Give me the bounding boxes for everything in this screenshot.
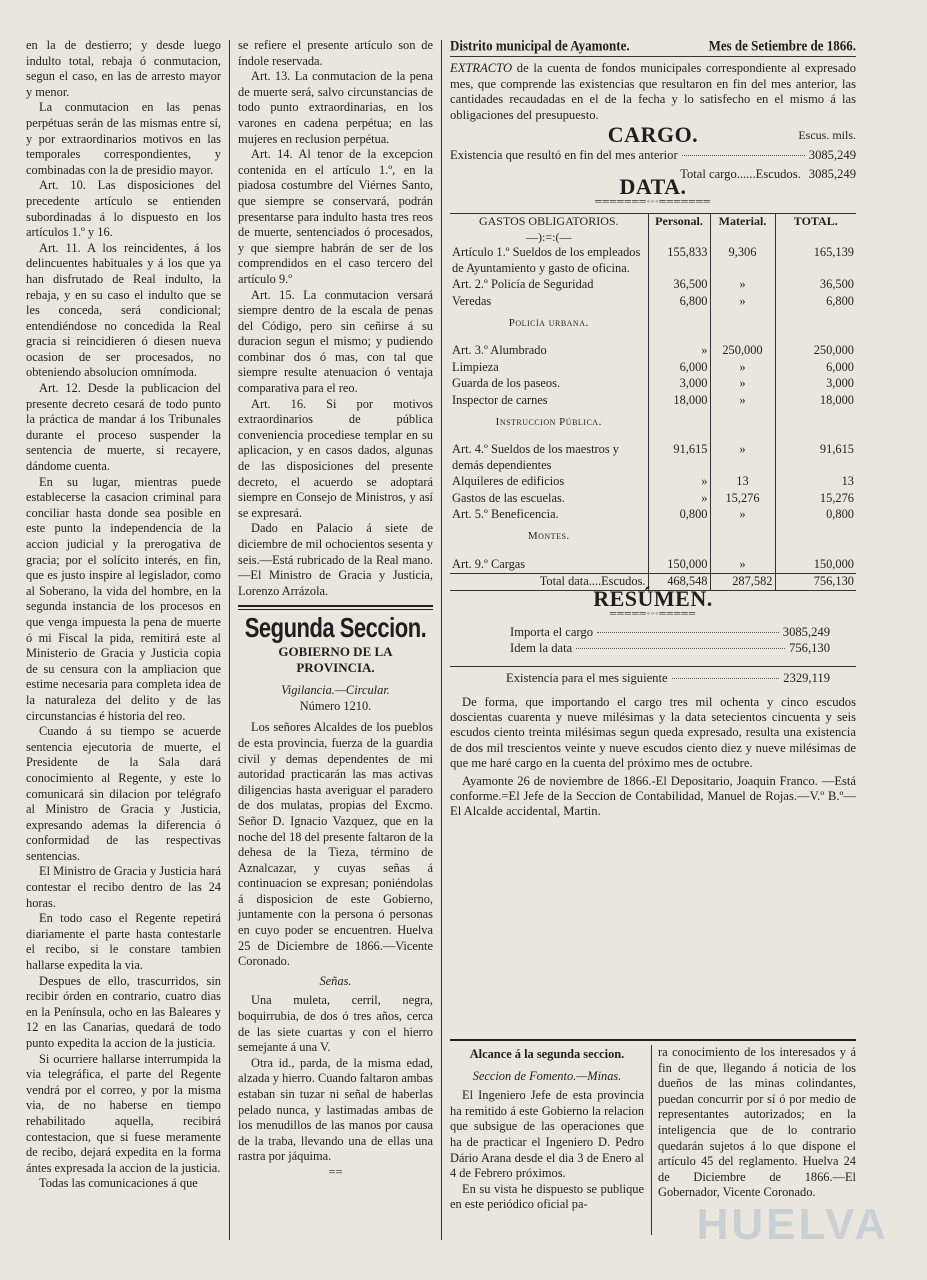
table-row — [450, 360, 856, 376]
row-label: Limpieza — [452, 359, 499, 374]
cell-total: 0,800 — [775, 507, 856, 523]
cell-personal: 3,000 — [648, 376, 710, 392]
cargo-line-value: 3085,249 — [808, 147, 856, 162]
data-table — [450, 213, 856, 590]
table-row — [450, 343, 856, 359]
cell-material: » — [710, 294, 775, 310]
table-header-gastos — [450, 214, 648, 245]
alcance-left — [450, 1045, 644, 1213]
paragraph: Art. 13. La conmutacion de la pena de muerte será, salvo circunstancias de todo punto extraordinarias, en los varones en cadena perpétua; en las mujeres en reclusion perpétua. — [238, 69, 433, 146]
empty-cell — [648, 409, 710, 442]
table-subheading-row — [450, 523, 856, 556]
total-material: 287,582 — [710, 574, 775, 590]
cell-total: 250,000 — [775, 343, 856, 359]
table-row — [450, 474, 856, 490]
paragraph: La conmutacion en las penas perpétuas serán de las mismas entre sí, y por extraordinarios motivos en las temporales correspondientes, y combinadas con la de presidio mayor. — [26, 100, 221, 177]
table-row — [450, 245, 856, 277]
header-label: GASTOS OBLIGATORIOS. — [478, 214, 619, 229]
alcance-title: Alcance á la segunda seccion. — [469, 1047, 625, 1061]
extracto-lead: EXTRACTO — [450, 61, 513, 76]
paragraph: Art. 14. Al tenor de la excepcion contenida en el artículo 1.º, en la piadosa costumbre del Viérnes Santo, que siempre se conservará, podrán presentarse para indulto hasta tres reos de muerte, sentenciados ó procesados, y que siempre habrán de ser de los comprendidos en el caso tercero del artículo 9.º — [238, 147, 433, 286]
row-label: Inspector de carnes — [452, 392, 548, 407]
paragraph: Cuando á su tiempo se acuerde sentencia ejecutoria de muerte, el Presidente de la Sala dará conocimiento al Regente, y este lo comunicará sin dilacion por telégrafo al Ministro de Gracia y Justicia, expresando ademas la diferencia ó conformidad de las respectivas sentencias. — [26, 724, 221, 863]
cell-material: 13 — [710, 474, 775, 490]
table-row — [450, 277, 856, 293]
cell-personal: » — [648, 474, 710, 490]
data-rows — [450, 245, 856, 573]
subheading: Instruccion Pública. — [495, 415, 602, 428]
paragraph: Todas las comunicaciones á que — [39, 1176, 198, 1191]
leader-dots — [682, 154, 805, 156]
leader-dots — [597, 631, 779, 633]
table-header-material: Material. — [710, 214, 775, 245]
column-middle — [238, 38, 433, 1181]
row-label: Art. 4.º Sueldos de los maestros y demás dependientes — [452, 442, 619, 472]
cell-total: 36,500 — [775, 277, 856, 293]
senas-title: Señas. — [319, 973, 352, 988]
table-header-personal: Personal. — [648, 214, 710, 245]
cell-total: 91,615 — [775, 442, 856, 474]
table-row — [450, 507, 856, 523]
circular-number: Número 1210. — [299, 698, 372, 713]
section-rule — [238, 605, 433, 610]
column-right — [450, 38, 856, 820]
paragraph: Art. 15. La conmutacion versará siempre dentro de la escala de penas del Código, pero sin ceñirse á su duracion segun el mismo; y pudiendo combinar dos ó mas, con tal que siempre resulte atenuacion ó ventaja comparativa para el reo. — [238, 287, 433, 396]
month-label: Mes de Setiembre de 1866. — [708, 37, 856, 54]
cell-material: » — [710, 376, 775, 392]
paragraph: Una muleta, cerril, negra, boquirrubia, de dos ó tres años, cerca de las siete cuartas y con el hierro semejante á una V. — [238, 993, 433, 1055]
cell-total: 6,800 — [775, 294, 856, 310]
paragraph: Dado en Palacio á siete de diciembre de mil ochocientos sesenta y seis.—Está rubricado de la Real mano.—El Ministro de Gracia y Justicia, Lorenzo Arrázola. — [238, 521, 433, 598]
alcance-subtitle: Seccion de Fomento.—Minas. — [472, 1068, 622, 1083]
table-row — [450, 557, 856, 574]
cell-personal: 36,500 — [648, 277, 710, 293]
cell-total: 150,000 — [775, 557, 856, 574]
row-label: Art. 3.º Alumbrado — [452, 343, 547, 358]
extracto-text — [450, 61, 856, 123]
paragraph: El Ministro de Gracia y Justicia hará contestar el recibo dentro de las 24 horas. — [26, 864, 221, 910]
resumen-cargo-label: Importa el cargo — [510, 625, 593, 640]
cell-personal: 18,000 — [648, 393, 710, 409]
data-title: DATA. — [619, 173, 687, 199]
resumen-exist-label: Existencia para el mes siguiente — [506, 671, 668, 686]
resumen-exist-value: 2329,119 — [783, 671, 830, 686]
subheading: Montes. — [527, 530, 570, 543]
cell-material: 15,276 — [710, 491, 775, 507]
paragraph: Despues de ello, trascurridos, sin recibir órden en contrario, cuatro dias en la Península, ocho en las Baleares y 12 en las Canarias, quedará de todo punto expedita la accion de la justicia. — [26, 973, 221, 1050]
section-title: Segunda Seccion. — [244, 612, 427, 644]
cell-total: 165,139 — [775, 245, 856, 277]
section-rule — [450, 1039, 856, 1041]
district-name: Distrito municipal de Ayamonte. — [450, 37, 630, 54]
cell-total: 18,000 — [775, 393, 856, 409]
cell-personal: 6,000 — [648, 360, 710, 376]
resumen-block — [450, 625, 856, 656]
column-left — [26, 38, 221, 1192]
leader-dots — [672, 677, 780, 679]
paragraph: Los señores Alcaldes de los pueblos de esta provincia, fuerza de la guardia civil y demas dependentes de mi autoridad practicarán las mas activas diligencias hasta averiguar el paradero de dos mulatas, propias del Excmo. Señor D. Ignacio Vazquez, que en la noche del 18 del presente faltaron de la dehesa de la Tieza, término de Aznalcazar, y cuyas señas á continuacion se expresan; poniéndolas á disposicion de este Gobierno, juntamente con la persona ó personas en cuyo poder se encuentren. Huelva 25 de Diciembre de 1866.—Vicente Coronado. — [238, 720, 433, 969]
cell-total: 3,000 — [775, 376, 856, 392]
district-header — [450, 38, 856, 57]
ornament: ═════◦◦◦═════ — [609, 608, 697, 618]
forma-paragraph: De forma, que importando el cargo tres mil ochenta y cinco escudos doscientas cuarenta y nueve milésimas y la data setecientos cincuenta y seis escudos ciento treinta milésimas segun queda expresado, resulta una existencia de dos mil trescientos veinte y nueve escudos ciento diez y nueve milésimas de que me haré cargo en la cuenta del próximo mes de octubre. — [450, 694, 856, 771]
extracto-body: de la cuenta de fondos municipales correspondiente al expresado mes, que comprende las existencias que resultaron en fin del mes anterior, las cantidades recaudadas en el de la fecha y lo satisfecho en el mismo á las obligaciones del presupuesto. — [450, 61, 856, 122]
end-mark: == — [328, 1164, 343, 1179]
resumen-title: RESÚMEN. — [593, 585, 713, 611]
subheading: Policía urbana. — [508, 316, 589, 329]
cell-material: » — [710, 360, 775, 376]
cargo-line-label: Existencia que resultó en fin del mes anterior — [450, 147, 678, 162]
paragraph: Otra id., parda, de la misma edad, alzada y hierro. Cuando faltaron ambas estaban sin tuzar ni señal de haberlas pelado nunca, y lastimadas ambas de los menudillos de las manos por causa de la traba, llevando una de ellas una rastra por jáquima. — [238, 1055, 433, 1164]
header-ornament: —):=:(— — [526, 229, 572, 244]
cell-personal: 91,615 — [648, 442, 710, 474]
cargo-line — [450, 148, 856, 163]
cell-material: 250,000 — [710, 343, 775, 359]
cargo-total-value: 3085,249 — [808, 167, 856, 182]
empty-cell — [648, 310, 710, 343]
leader-dots — [576, 647, 785, 649]
resumen-data-value: 756,130 — [789, 640, 830, 655]
circular-subtitle: Vigilancia.—Circular. — [281, 683, 390, 698]
empty-cell — [648, 523, 710, 556]
paragraph: en la de destierro; y desde luego indulto total, rebaja ó conmutacion, segun el caso, en las de arresto mayor y menor. — [26, 38, 221, 99]
table-subheading-row — [450, 409, 856, 442]
cell-personal: 6,800 — [648, 294, 710, 310]
paragraph: En todo caso el Regente repetirá diariamente el parte hasta contestarle el recibo, si le constare tambien hallarse expedita la via. — [26, 911, 221, 973]
cargo-total-label: Total cargo......Escudos. — [680, 167, 801, 182]
table-row — [450, 376, 856, 392]
resumen-cargo — [510, 625, 830, 640]
cargo-unit: Escus. mils. — [798, 128, 856, 143]
row-label: Gastos de las escuelas. — [452, 490, 565, 505]
total-personal: 468,548 — [648, 574, 710, 590]
table-row — [450, 491, 856, 507]
total-label: Total data....Escudos. — [539, 574, 646, 589]
empty-cell — [775, 523, 856, 556]
watermark-logo: HUELVA — [696, 1200, 889, 1249]
alcance-right — [658, 1045, 856, 1201]
empty-cell — [710, 523, 775, 556]
cell-total: 6,000 — [775, 360, 856, 376]
cell-material: » — [710, 557, 775, 574]
cell-personal: 155,833 — [648, 245, 710, 277]
paragraph: Art. 16. Si por motivos extraordinarios de pública conveniencia procediese templar en su aplicacion, y en casos dados, algunas de las disposiciones del presente decreto, el acuerdo se adoptará siempre en Consejo de Ministros, y así se expresará. — [238, 396, 433, 520]
cell-personal: 150,000 — [648, 557, 710, 574]
cell-total: 13 — [775, 474, 856, 490]
cell-personal: » — [648, 491, 710, 507]
empty-cell — [710, 310, 775, 343]
cell-material: » — [710, 442, 775, 474]
table-header-total: TOTAL. — [775, 214, 856, 245]
ornament: ═══════◦◦◦═══════ — [595, 196, 711, 207]
empty-cell — [710, 409, 775, 442]
empty-cell — [775, 409, 856, 442]
row-label: Alquileres de edificios — [452, 474, 565, 489]
paragraph: En su lugar, mientras puede establecerse la casacion criminal para conciliar hasta donde sea posible en este punto la independencia de la accion judicial y la prerogativa de gracia; por el solícito interés, en fin, que es justo inspire al legislador, como al Soberano, la vida del hombre, en la segunda instancia de los procesos en que venga impuesta la pena de muerte ó mi Fiscal la pida, remitirá este al Ministerio de Gracia y Justicia copia de su censura con la ampliacion que estime necesaria para completa idea de la naturaleza del delito y de las circunstancias é historia del reo. — [26, 474, 221, 723]
row-label: Guarda de los paseos. — [452, 376, 561, 391]
row-label: Veredas — [452, 293, 492, 308]
table-row — [450, 294, 856, 310]
paragraph: Art. 12. Desde la publicacion del presente decreto cesará de todo punto la práctica de mandar á los Tribunales durante el proceso suspender la sentencia de muerte, si recayere, dándome cuenta. — [26, 381, 221, 474]
table-subheading-row — [450, 310, 856, 343]
row-label: Art. 5.º Beneficencia. — [452, 506, 559, 521]
resumen-existencia — [450, 666, 856, 686]
cell-material: 9,306 — [710, 245, 775, 277]
empty-cell — [775, 310, 856, 343]
column-divider — [441, 40, 442, 1240]
row-label: Artículo 1.º Sueldos de los empleados de Ayuntamiento y gasto de oficina. — [452, 245, 641, 275]
column-divider — [229, 40, 230, 1240]
paragraph: Si ocurriere hallarse interrumpida la via telegráfica, el parte del Regente vendrá por el correo, y por la misma via, de no haberse en tiempo rehabilitado aquella, recibirá contestacion, que si fuese meramente de recibo, dejará expedita en la forma ántes expresada la accion de la justicia. — [26, 1051, 221, 1175]
paragraph: El Ingeniero Jefe de esta provincia ha remitido á este Gobierno la relacion que subsigue de las operaciones que ha de practicar el Ingeniero D. Pedro Dário Arana desde el dia 3 de Enero al 4 de Febrero próximos. — [450, 1088, 644, 1181]
cell-material: » — [710, 277, 775, 293]
government-heading: GOBIERNO DE LA PROVINCIA. — [278, 643, 393, 675]
paragraph: Art. 10. Las disposiciones del precedente artículo se entienden subordinadas á lo dispuesto en los artículos 1.º y 16. — [26, 178, 221, 240]
cell-material: » — [710, 393, 775, 409]
paragraph: se refiere el presente artículo son de índole reservada. — [238, 38, 433, 68]
row-label: Art. 2.º Policía de Seguridad — [452, 277, 594, 292]
cell-material: » — [710, 507, 775, 523]
cell-personal: 0,800 — [648, 507, 710, 523]
signature-paragraph: Ayamonte 26 de noviembre de 1866.-El Depositario, Joaquin Franco. —Está conforme.=El Jefe de la Seccion de Contabilidad, Manuel de Rojas.—V.º B.º—El Alcalde accidental, Martin. — [450, 773, 856, 819]
table-row — [450, 393, 856, 409]
cargo-title: CARGO. — [607, 122, 699, 148]
paragraph: Art. 11. A los reincidentes, á los delincuentes habituales y á los que ya han disfrutado de Real indulto, la rebaja, y en su caso el indulto que se les conceda, será condicional; entendiéndose no concedida la Real gracia si reincidieren ó diesen nueva ocasion de ser procesados, no obteniendo absolucion omnímoda. — [26, 240, 221, 380]
resumen-cargo-value: 3085,249 — [782, 625, 830, 640]
resumen-data-label: Idem la data — [510, 640, 573, 655]
cell-total: 15,276 — [775, 491, 856, 507]
row-label: Art. 9.º Cargas — [452, 556, 526, 571]
column-divider — [651, 1045, 652, 1235]
paragraph: ra conocimiento de los interesados y á fin de que, llegando á noticia de los dueños de las minas colindantes, puedan concurrir por sí ó por medio de representantes autorizados; en la inteligencia que de lo contrario quedarán sujetos á lo que dispone el artículo 45 del reglamento. Huelva 24 de Diciembre de 1866.—El Gobernador, Vicente Coronado. — [658, 1045, 856, 1200]
paragraph: En su vista he dispuesto se publique en este periódico oficial pa- — [450, 1181, 644, 1212]
resumen-data — [510, 641, 830, 656]
cell-personal: » — [648, 343, 710, 359]
total-total: 756,130 — [775, 574, 856, 590]
table-row — [450, 442, 856, 474]
